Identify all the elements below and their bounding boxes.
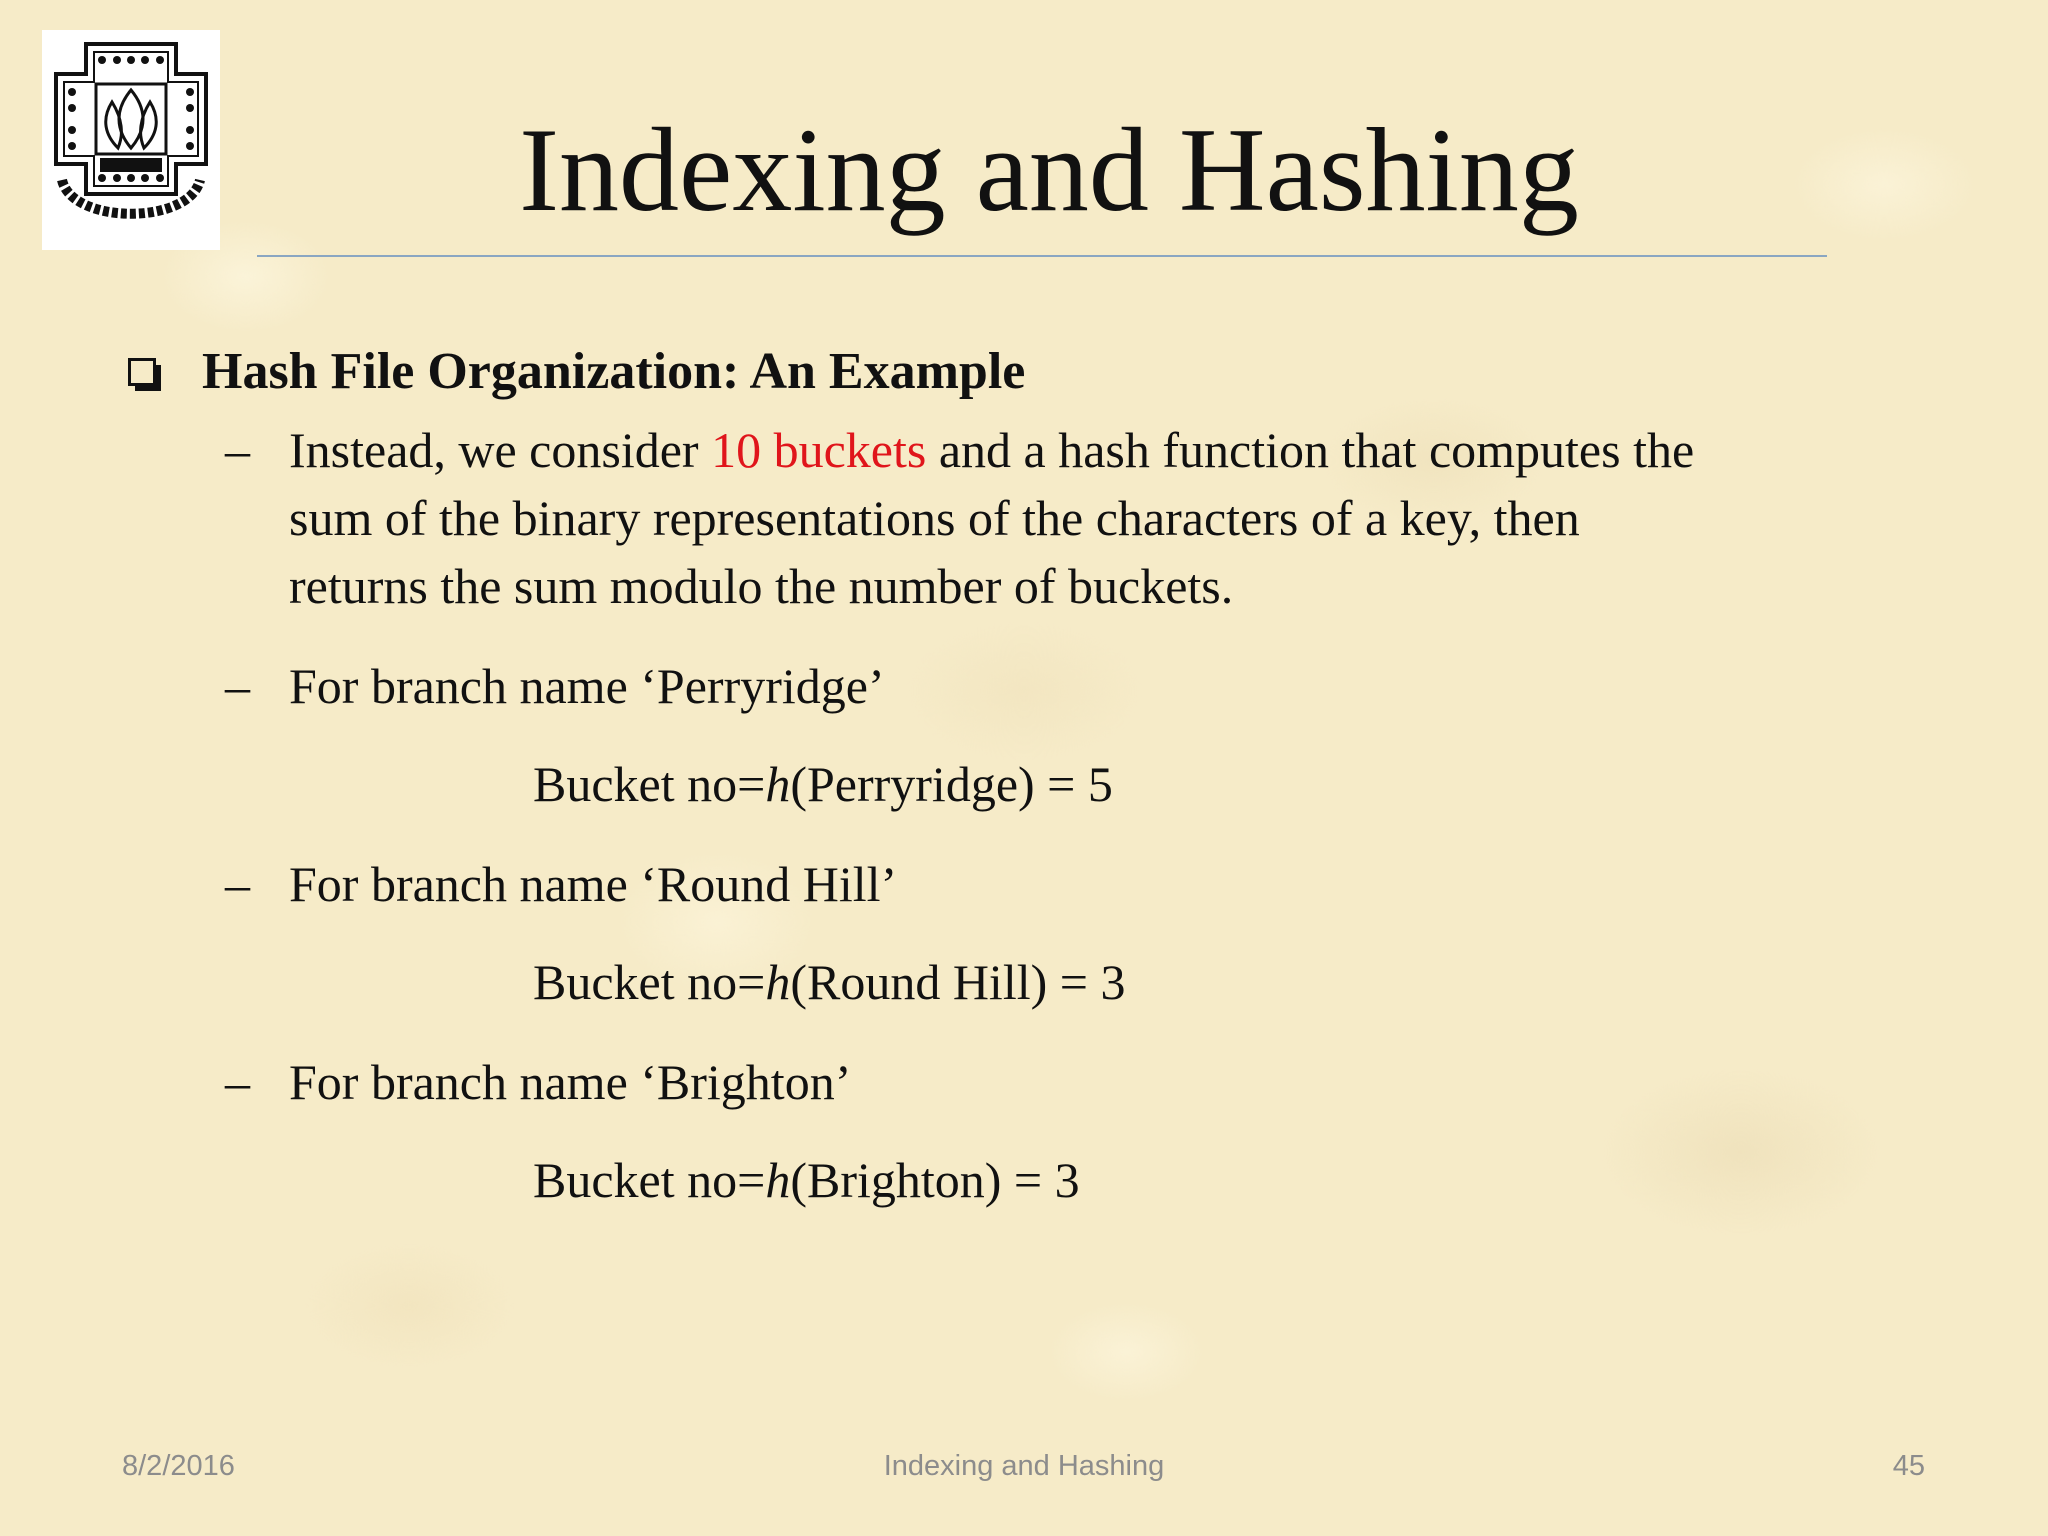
section-heading-text: Hash File Organization: An Example (202, 343, 1026, 400)
formula-function: h (765, 1152, 791, 1208)
formula-prefix: Bucket no= (533, 1152, 766, 1208)
intro-line-1 (289, 416, 1985, 484)
intro-bullet (125, 416, 1985, 620)
checkbox-bullet-icon (128, 358, 156, 386)
formula-argument: (Round Hill) = 3 (790, 954, 1126, 1010)
formula-argument: (Brighton) = 3 (790, 1152, 1080, 1208)
intro-line-1-end: and a hash function that computes the (926, 422, 1695, 478)
slide-title: Indexing and Hashing (519, 103, 1579, 236)
intro-line-2: sum of the binary representations of the characters of a key, then (289, 490, 1580, 546)
example-formula (125, 948, 1985, 1016)
page-number: 45 (1892, 1450, 1925, 1482)
intro-line-3: returns the sum modulo the number of buckets. (289, 558, 1234, 614)
formula-prefix: Bucket no= (533, 954, 766, 1010)
example-formula (125, 1146, 1985, 1214)
intro-line-1-start: Instead, we consider (289, 422, 712, 478)
formula-function: h (765, 756, 791, 812)
example-branch-text: For branch name ‘Round Hill’ (289, 856, 898, 912)
dash-bullet: – (225, 658, 250, 714)
example-bullet (125, 850, 1985, 918)
example-branch-text: For branch name ‘Perryridge’ (289, 658, 885, 714)
footer-date: 8/2/2016 (122, 1450, 235, 1482)
bucket-count-highlight: 10 buckets (711, 422, 927, 478)
formula-argument: (Perryridge) = 5 (790, 756, 1113, 812)
formula-prefix: Bucket no= (533, 756, 766, 812)
example-formula (125, 750, 1985, 818)
title-divider (257, 255, 1827, 257)
slide-content (125, 340, 1985, 1214)
example-bullet (125, 1048, 1985, 1116)
example-bullet (125, 652, 1985, 720)
dash-bullet: – (225, 856, 250, 912)
footer-title: Indexing and Hashing (883, 1450, 1165, 1482)
dash-bullet: – (225, 422, 250, 478)
example-branch-text: For branch name ‘Brighton’ (289, 1054, 852, 1110)
formula-function: h (765, 954, 791, 1010)
dash-bullet: – (225, 1054, 250, 1110)
section-heading (125, 340, 1985, 404)
